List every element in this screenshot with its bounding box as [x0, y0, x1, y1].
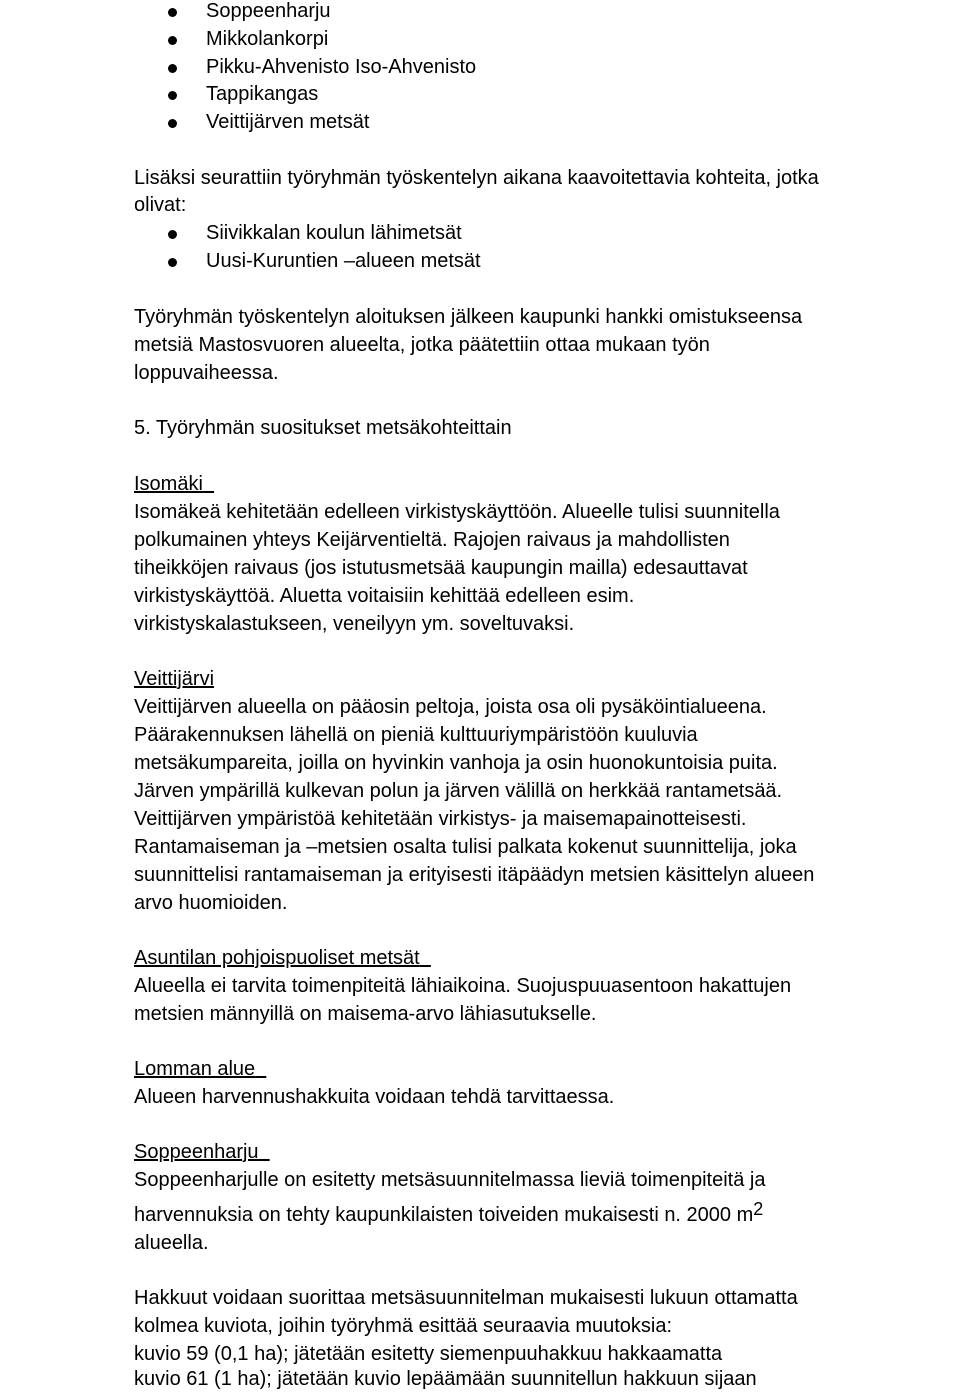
soppeenharju-title: Soppeenharju: [134, 1141, 259, 1163]
bullet-icon: [168, 91, 177, 100]
paragraph-line: kuvio 61 (1 ha); jätetään kuvio lepäämään suunnitellun hakkuun sijaan: [134, 1368, 757, 1390]
bullet-icon: [168, 36, 177, 45]
list-item: Pikku-Ahvenisto Iso-Ahvenisto: [206, 56, 477, 78]
section-heading: 5. Työryhmän suositukset metsäkohteittain: [134, 417, 512, 439]
isomaki-heading: [134, 471, 214, 497]
paragraph-line: alueella.: [134, 1232, 209, 1254]
paragraph-line: tiheikköjen raivaus (jos istutusmetsää kaupungin mailla) edesauttavat: [134, 557, 748, 579]
paragraph-line: Alueen harvennushakkuita voidaan tehdä tarvittaessa.: [134, 1086, 615, 1108]
paragraph-line: metsien männyillä on maisema-arvo lähiasutukselle.: [134, 1003, 597, 1025]
veittijarvi-title: Veittijärvi: [134, 668, 215, 690]
paragraph-line: polkumainen yhteys Keijärventieltä. Rajojen raivaus ja mahdollisten: [134, 529, 730, 551]
paragraph-line: Rantamaiseman ja –metsien osalta tulisi palkata kokenut suunnittelija, joka: [134, 836, 797, 858]
paragraph-line: virkistyskäyttöä. Aluetta voitaisiin kehittää edelleen esim.: [134, 585, 635, 607]
paragraph-line: metsäkumpareita, joilla on hyvinkin vanhoja ja osin huonokuntoisia puita.: [134, 752, 778, 774]
paragraph-line: kolmea kuviota, joihin työryhmä esittää seuraavia muutoksia:: [134, 1315, 673, 1337]
paragraph-line: suunnittelisi rantamaiseman ja erityisesti itäpäädyn metsien käsittelyn alueen: [134, 864, 815, 886]
paragraph-text: harvennuksia on tehty kaupunkilaisten toiveiden mukaisesti n. 2000 m: [134, 1204, 754, 1226]
veittijarvi-heading: [134, 666, 214, 692]
paragraph-line: Soppeenharjulle on esitetty metsäsuunnitelmassa lieviä toimenpiteitä ja: [134, 1169, 766, 1191]
paragraph-line: Lisäksi seurattiin työryhmän työskentelyn aikana kaavoitettavia kohteita, jotka: [134, 167, 819, 189]
bullet-icon: [168, 230, 177, 239]
paragraph-line: loppuvaiheessa.: [134, 362, 279, 384]
soppeenharju-heading: [134, 1139, 270, 1165]
paragraph-line: Järven ympärillä kulkevan polun ja järven välillä on herkkää rantametsää.: [134, 780, 783, 802]
paragraph-line: [134, 1199, 764, 1228]
isomaki-title: Isomäki: [134, 473, 203, 495]
paragraph-line: metsiä Mastosvuoren alueelta, jotka päätettiin ottaa mukaan työn: [134, 334, 710, 356]
list-item: Tappikangas: [206, 83, 319, 105]
paragraph-line: Veittijärven ympäristöä kehitetään virkistys- ja maisemapainotteisesti.: [134, 808, 747, 830]
lomman-heading: [134, 1056, 266, 1082]
paragraph-line: Päärakennuksen lähellä on pieniä kulttuuriympäristöön kuuluvia: [134, 724, 698, 746]
bullet-icon: [168, 258, 177, 267]
paragraph-line: Hakkuut voidaan suorittaa metsäsuunnitelman mukaisesti lukuun ottamatta: [134, 1287, 798, 1309]
list-item: Siivikkalan koulun lähimetsät: [206, 222, 462, 244]
lomman-title: Lomman alue: [134, 1058, 256, 1080]
paragraph-line: Veittijärven alueella on pääosin peltoja, joista osa oli pysäköintialueena.: [134, 696, 767, 718]
paragraph-line: kuvio 59 (0,1 ha); jätetään esitetty siemenpuuhakkuu hakkaamatta: [134, 1343, 723, 1365]
paragraph-line: Työryhmän työskentelyn aloituksen jälkeen kaupunki hankki omistukseensa: [134, 306, 803, 328]
list-item: Uusi-Kuruntien –alueen metsät: [206, 250, 481, 272]
bullet-icon: [168, 64, 177, 73]
asuntila-title: Asuntilan pohjoispuoliset metsät: [134, 947, 420, 969]
list-item: Soppeenharju: [206, 0, 331, 22]
list-item: Veittijärven metsät: [206, 111, 370, 133]
asuntila-heading: [134, 945, 431, 971]
list-item: Mikkolankorpi: [206, 28, 329, 50]
paragraph-line: olivat:: [134, 194, 187, 216]
bullet-icon: [168, 119, 177, 128]
paragraph-line: Alueella ei tarvita toimenpiteitä lähiaikoina. Suojuspuuasentoon hakattujen: [134, 975, 792, 997]
paragraph-line: virkistyskalastukseen, veneilyyn ym. soveltuvaksi.: [134, 613, 575, 635]
paragraph-line: arvo huomioiden.: [134, 892, 288, 914]
bullet-icon: [168, 8, 177, 17]
paragraph-line: Isomäkeä kehitetään edelleen virkistyskäyttöön. Alueelle tulisi suunnitella: [134, 501, 780, 523]
superscript: 2: [753, 1199, 764, 1219]
